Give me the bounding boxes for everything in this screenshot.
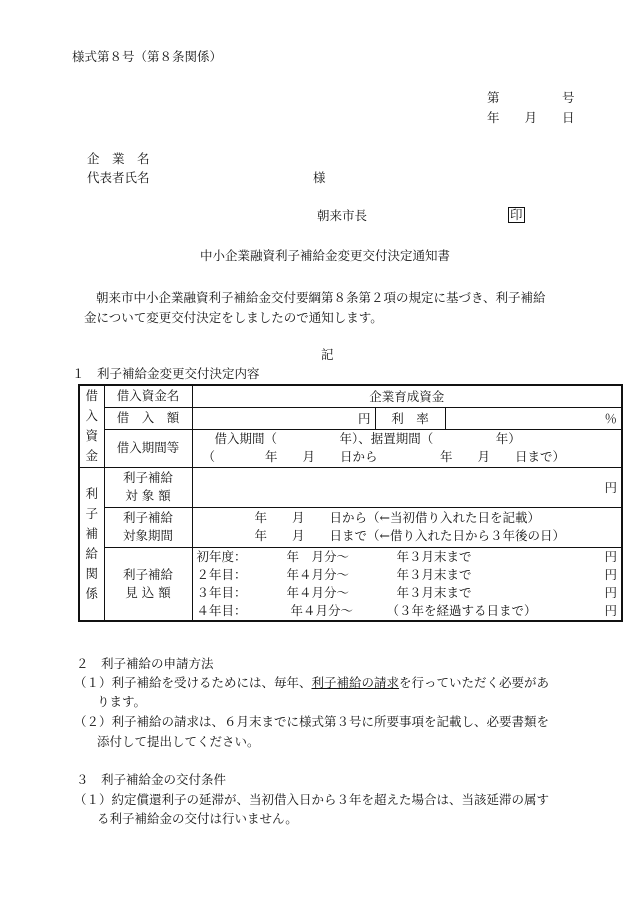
section2-heading: ２ 利子補給の申請方法: [76, 656, 214, 671]
section2-item2-line1: （２）利子補給の請求は、６月末までに様式第３号に所要事項を記載し、必要書類を: [74, 714, 550, 729]
honorific: 様: [313, 170, 326, 185]
estimate-row: [197, 566, 618, 584]
body-line-2: 金について変更交付決定をしましたので通知します。: [84, 310, 383, 325]
estimate-year: ２年目：: [196, 566, 247, 582]
table-row: [79, 429, 622, 467]
loan-period-line1: 借入期間（ 年）、据置期間（ 年）: [214, 431, 521, 446]
table-row: [79, 467, 622, 507]
estimate-label: 利子補給 見 込 額: [104, 547, 192, 621]
target-period-value: [192, 507, 622, 547]
estimate-from: 年４月分～: [286, 584, 350, 600]
target-period-line1: 年 月 日から（←当初借り入れた日を記載）: [254, 510, 540, 525]
company-name-label: 企 業 名: [87, 151, 150, 166]
loan-period-label: 借入期間等: [104, 429, 192, 467]
loan-name-value: 企業育成資金: [192, 385, 622, 407]
loan-amount-yen: 円: [192, 407, 375, 429]
estimate-year: 初年度：: [196, 548, 247, 564]
body-line-1: 朝来市中小企業融資利子補給金交付要綱第８条第２項の規定に基づき、利子補給: [96, 290, 546, 305]
subsidy-group-label: 利子補給関係: [79, 467, 104, 621]
subsidy-request-underline: 利子補給の請求: [311, 675, 400, 690]
estimate-row: [197, 584, 618, 602]
estimate-from: 年４月分～: [286, 566, 350, 582]
estimate-to: 年３月末まで: [396, 566, 472, 582]
section3-heading: ３ 利子補給金の交付条件: [76, 772, 227, 787]
document-number-line: 第 号: [487, 90, 575, 105]
section3-item1-line1: （１）約定償還利子の延滞が、当初借入日から３年を超えた場合は、当該延滞の属す: [74, 792, 550, 807]
target-period-label: 利子補給 対象期間: [104, 507, 192, 547]
representative-name-label: 代表者氏名: [87, 170, 150, 185]
loan-period-value: [192, 429, 622, 467]
ki-mark: 記: [321, 347, 334, 362]
loan-amount-label: 借 入 額: [104, 407, 192, 429]
table-row: [79, 507, 622, 547]
estimate-value: [192, 547, 622, 621]
estimate-to: 年３月末まで: [396, 548, 472, 564]
target-amount-label: 利子補給 対 象 額: [104, 467, 192, 507]
estimate-rows: [197, 548, 618, 620]
decision-table: [78, 384, 623, 622]
seal-mark: 印: [510, 207, 523, 222]
section2-item2-line2: 添付して提出してください。: [97, 734, 260, 749]
target-period-line2: 年 月 日まで（←借り入れた日から３年後の日）: [254, 528, 565, 543]
table-row: [79, 407, 622, 429]
estimate-unit: 円: [604, 548, 617, 564]
interest-rate-percent: ％: [445, 407, 622, 429]
estimate-row: [197, 602, 618, 620]
loan-group-label: 借入資金: [79, 385, 104, 467]
section2-item1-line1: （１）利子補給を受けるためには、毎年、利子補給の請求を行っていただく必要があ: [74, 675, 550, 690]
document-title: 中小企業融資利子補給金変更交付決定通知書: [200, 248, 451, 263]
section2-item1-line2: ります。: [97, 694, 147, 709]
estimate-unit: 円: [604, 602, 617, 618]
interest-rate-label: 利 率: [375, 407, 445, 429]
estimate-unit: 円: [604, 566, 617, 582]
loan-period-line2: （ 年 月 日から 年 月 日まで）: [202, 449, 566, 464]
section3-item1-line2: る利子補給金の交付は行いません。: [97, 811, 298, 826]
date-line: 年 月 日: [487, 110, 575, 125]
sender-name: 朝来市長: [317, 208, 368, 223]
loan-name-label: 借入資金名: [104, 385, 192, 407]
form-number: 様式第８号（第８条関係）: [72, 49, 223, 64]
estimate-from: 年４月分～: [290, 602, 354, 618]
estimate-year: ３年目：: [196, 584, 247, 600]
estimate-to: （３年を経過する日まで）: [386, 602, 537, 618]
target-amount-yen: 円: [192, 467, 622, 507]
estimate-from: 年 月分～: [286, 548, 350, 564]
table-row: [79, 385, 622, 407]
estimate-year: ４年目：: [196, 602, 247, 618]
table-row: [79, 547, 622, 621]
estimate-row: [197, 548, 618, 566]
section1-heading: １ 利子補給金変更交付決定内容: [72, 366, 260, 381]
estimate-unit: 円: [604, 584, 617, 600]
estimate-to: 年３月末まで: [396, 584, 472, 600]
